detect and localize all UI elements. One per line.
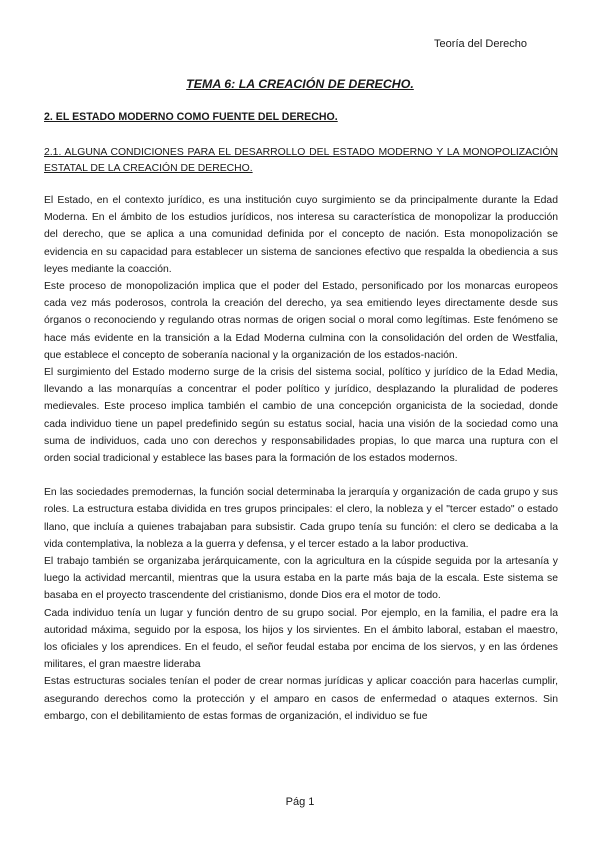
paragraph: El surgimiento del Estado moderno surge de la crisis del sistema social, político y jurídico de la Edad Media, llevando a las monarquías a concentrar el poder político y jurídico, desplazando la pluralidad de poderes medievales. Este proceso implica también el cambio de una concepción organicista de la sociedad, donde cada individuo tiene un papel predefinido según su estatus social, hacia una visión de la sociedad como una suma de individuos, cada uno con derechos y responsabilidades propias, lo que marca una ruptura con el orden social tradicional y establece las bases para la formación de los estados modernos. [44,367,558,465]
paragraph: Estas estructuras sociales tenían el poder de crear normas jurídicas y aplicar coacción para hacerlas cumplir, asegurando derechos como la protección y el amparo en casos de enfermedad o ataques externos. Sin embargo, con el debilitamiento de estas formas de organización, el individuo se fue [44,676,558,722]
paragraph: El Estado, en el contexto jurídico, es una institución cuyo surgimiento se da principalmente durante la Edad Moderna. En el ámbito de los estudios jurídicos, nos interesa su característica de monopolizar la producción del derecho, que se aplica a una comunidad definida por el concepto de nación. Esta monopolización se evidencia en su capacidad para establecer un sistema de sanciones efectivo que respalda la obediencia a sus leyes mediante la coacción. [44,195,558,275]
page-title: TEMA 6: LA CREACIÓN DE DERECHO. [186,77,414,91]
paragraph: Cada individuo tenía un lugar y función dentro de su grupo social. Por ejemplo, en la familia, el padre era la autoridad máxima, seguido por la esposa, los hijos y los sirvientes. En el ámbito laboral, estaban el maestro, los oficiales y los aprendices. En el feudo, el señor feudal estaba por encima de los siervos, y en las órdenes militares, el gran maestre lideraba [44,607,558,671]
page-number: Pág 1 [285,796,315,808]
running-header: Teoría del Derecho [434,38,527,50]
paragraph: El trabajo también se organizaba jerárquicamente, con la agricultura en la cúspide seguida por la artesanía y luego la actividad mercantil, mientras que la usura estaba en la parte más baja de la escala. Este sistema se basaba en el proyecto trascendente del cristianismo, donde Dios era el motor de todo. [44,556,558,602]
body-text [44,192,558,725]
subsection-heading: 2.1. ALGUNA CONDICIONES PARA EL DESARROLLO DEL ESTADO MODERNO Y LA MONOPOLIZACIÓN ESTATAL DE LA CREACIÓN DE DERECHO. [44,147,558,174]
section-heading: 2. EL ESTADO MODERNO COMO FUENTE DEL DERECHO. [44,111,338,123]
paragraph: Este proceso de monopolización implica que el poder del Estado, personificado por los monarcas europeos cada vez más poderosos, controla la creación del derecho, ya sea emitiendo leyes directamente desde sus órganos o reconociendo y regulando otras normas de origen social o moral como legítimas. Este fenómeno se hace más evidente en la transición a la Edad Moderna culmina con la consolidación del orden de Westfalia, que establece el concepto de soberanía nacional y la organización de los estados-nación. [44,281,558,361]
paragraph: En las sociedades premodernas, la función social determinaba la jerarquía y organización de cada grupo y sus roles. La estructura estaba dividida en tres grupos principales: el clero, la nobleza y el "tercer estado" o estado llano, que incluía a quienes trabajaban para subsistir. Cada grupo tenía su función: el clero se dedicaba a la vida contemplativa, la nobleza a la guerra y defensa, y el tercer estado a la labor productiva. [44,487,558,550]
